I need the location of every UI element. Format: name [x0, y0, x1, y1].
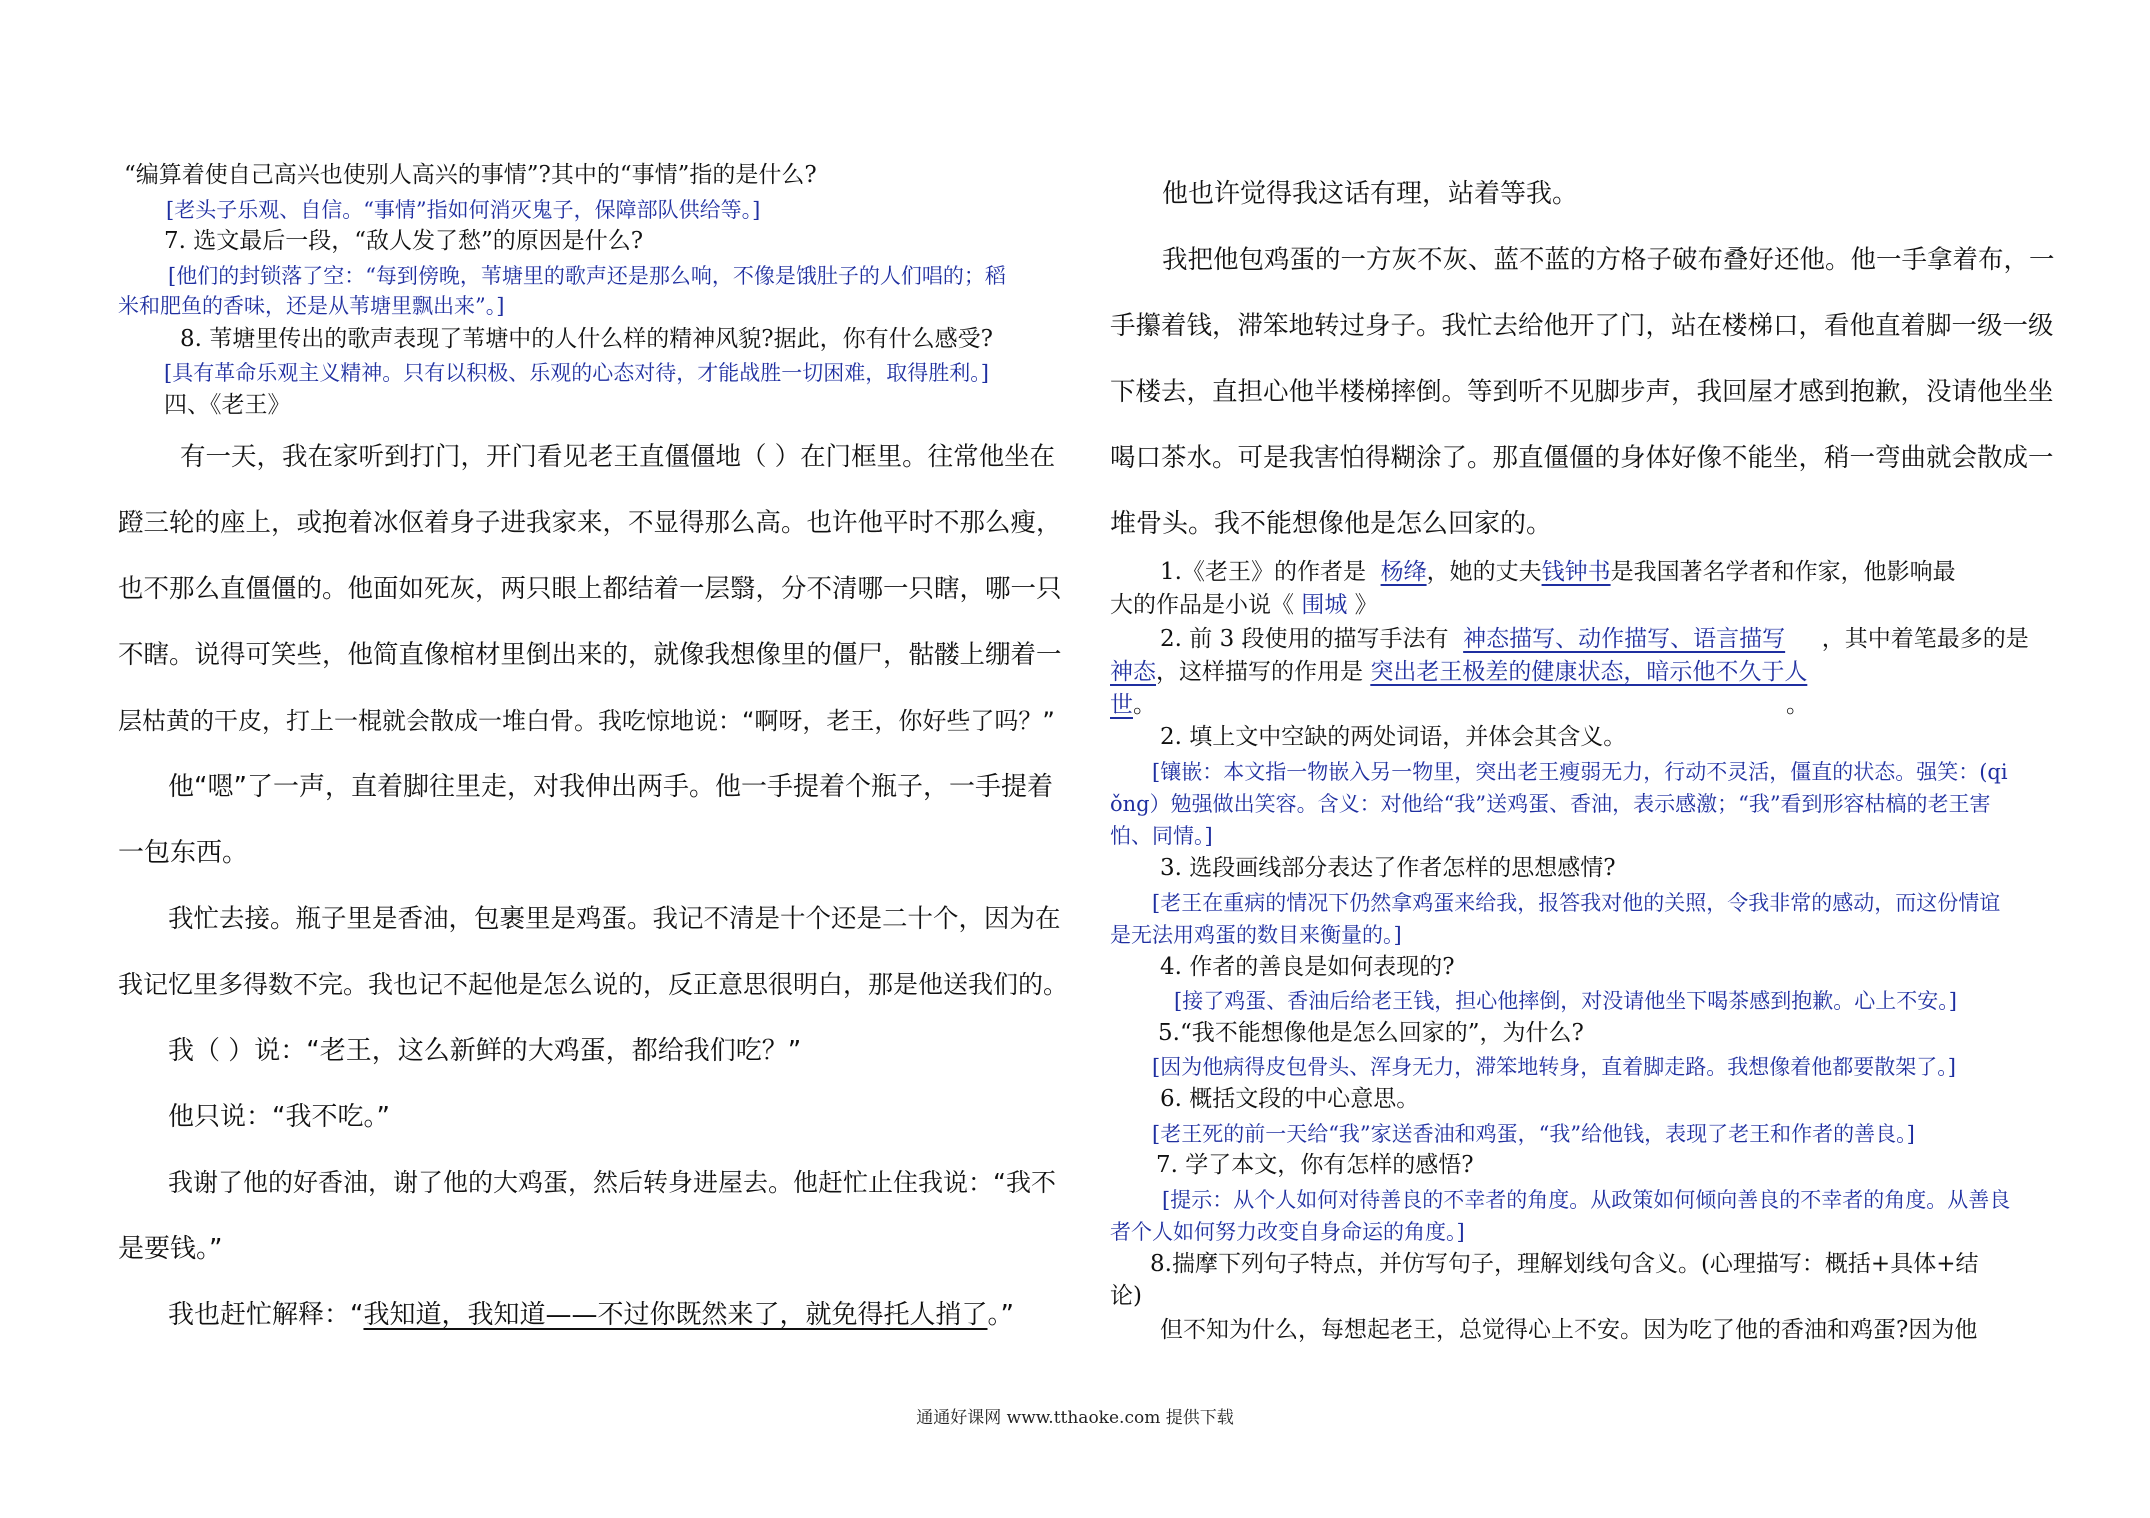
question-line: 4. 作者的善良是如何表现的? [1160, 954, 1455, 980]
answer-line: [他们的封锁落了空：“每到傍晚，苇塘里的歌声还是那么响，不像是饿肚子的人们唱的；稻 [168, 264, 1006, 288]
answer-blank: 神态描写、动作描写、语言描写 [1463, 626, 1786, 652]
passage-text: 我也赶忙解释：“ [168, 1300, 364, 1330]
question-line [1110, 590, 1378, 620]
question-text: 。 [1133, 692, 1156, 718]
passage-line: 我（ ）说：“老王，这么新鲜的大鸡蛋，都给我们吃？” [168, 1036, 802, 1066]
question-line: 7. 学了本文，你有怎样的感悟? [1156, 1152, 1474, 1178]
answer-line: [具有革命乐观主义精神。只有以积极、乐观的心态对待，才能战胜一切困难，取得胜利。] [164, 361, 989, 385]
question-line: 8. 苇塘里传出的歌声表现了苇塘中的人什么样的精神风貌?据此，你有什么感受? [180, 326, 993, 352]
answer-line: [提示：从个人如何对待善良的不幸者的角度。从政策如何倾向善良的不幸者的角度。从善良 [1162, 1188, 2011, 1212]
question-text: 大的作品是小说《 [1110, 592, 1294, 618]
question-line [1110, 690, 2060, 720]
question-text: 2. 前 3 段使用的描写手法有 [1160, 626, 1449, 652]
passage-line: 我记忆里多得数不完。我也记不起他是怎么说的，反正意思很明白，那是他送我们的。 [118, 970, 1069, 999]
question-line: 5.“我不能想像他是怎么回家的”，为什么? [1158, 1020, 1584, 1046]
question-text: ，这样描写的作用是 [1156, 659, 1363, 685]
passage-line: 堆骨头。我不能想像他是怎么回家的。 [1110, 509, 1553, 539]
question-line: 7. 选文最后一段，“敌人发了愁”的原因是什么? [164, 228, 644, 254]
passage-line: 一包东西。 [118, 838, 249, 868]
question-line: 6. 概括文段的中心意思。 [1160, 1086, 1420, 1112]
answer-blank: 钱钟书 [1541, 559, 1611, 585]
question-text: ，其中着笔最多的是 [1821, 626, 2029, 652]
answer-line: 者个人如何努力改变自身命运的角度。] [1110, 1220, 1465, 1244]
answer-line: [镶嵌：本文指一物嵌入另一物里，突出老王瘦弱无力，行动不灵活，僵直的状态。强笑：(qi [1152, 760, 2008, 784]
passage-line: 我把他包鸡蛋的一方灰不灰、蓝不蓝的方格子破布叠好还他。他一手拿着布，一 [1162, 245, 2055, 275]
page-footer: 通通好课网 www.tthaoke.com 提供下载 [916, 1408, 1234, 1428]
passage-line: 喝口茶水。可是我害怕得糊涂了。那直僵僵的身体好像不能坐，稍一弯曲就会散成一 [1110, 443, 2054, 473]
question-line: 8.揣摩下列句子特点，并仿写句子，理解划线句含义。(心理描写：概括+具体+结 [1150, 1251, 1979, 1277]
underlined-sentence: 我知道，我知道——不过你既然来了，就免得托人捎了 [363, 1300, 988, 1330]
question-text: 》 [1354, 592, 1378, 618]
question-line: 3. 选段画线部分表达了作者怎样的思想感情? [1160, 855, 1616, 881]
passage-line: 手攥着钱，滞笨地转过身子。我忙去给他开了门，站在楼梯口，看他直着脚一级一级 [1110, 311, 2054, 341]
question-line [1160, 624, 2029, 654]
answer-line: [老王死的前一天给“我”家送香油和鸡蛋，“我”给他钱，表现了老王和作者的善良。] [1152, 1122, 1915, 1146]
question-text: 是我国著名学者和作家，他影响最 [1610, 559, 1956, 585]
passage-line: 蹬三轮的座上，或抱着冰伛着身子进我家来，不显得那么高。也许他平时不那么瘦， [118, 508, 1062, 538]
passage-line: 他也许觉得我这话有理，站着等我。 [1162, 179, 1579, 209]
section-heading: 四、《老王》 [164, 392, 291, 418]
answer-blank: 围城 [1301, 592, 1348, 618]
question-line: “编算着使自己高兴也使别人高兴的事情”?其中的“事情”指的是什么? [124, 162, 817, 188]
answer-blank: 突出老王极差的健康状态，暗示他不久于人 [1370, 659, 1808, 685]
passage-line: 有一天，我在家听到打门，开门看见老王直僵僵地（ ）在门框里。往常他坐在 [180, 442, 1056, 472]
passage-text: 。” [987, 1300, 1014, 1330]
answer-line: 是无法用鸡蛋的数目来衡量的。] [1110, 923, 1402, 947]
passage-line: 但不知为什么，每想起老王，总觉得心上不安。因为吃了他的香油和鸡蛋?因为他 [1160, 1317, 1978, 1343]
passage-line: 也不那么直僵僵的。他面如死灰，两只眼上都结着一层翳，分不清哪一只瞎，哪一只 [118, 574, 1062, 604]
question-line: 2. 填上文中空缺的两处词语，并体会其含义。 [1160, 724, 1627, 750]
passage-line: 我忙去接。瓶子里是香油，包裹里是鸡蛋。我记不清是十个还是二十个，因为在 [168, 904, 1061, 934]
answer-line: [老王在重病的情况下仍然拿鸡蛋来给我，报答我对他的关照，令我非常的感动，而这份情谊 [1152, 891, 2001, 915]
question-text: 1.《老王》的作者是 [1160, 559, 1366, 585]
passage-line: 他“嗯”了一声，直着脚往里走，对我伸出两手。他一手提着个瓶子，一手提着 [168, 772, 1053, 802]
answer-line: [因为他病得皮包骨头、浑身无力，滞笨地转身，直着脚走路。我想像着他都要散架了。] [1152, 1055, 1956, 1079]
question-line: 论) [1110, 1283, 1142, 1309]
question-line [1160, 557, 1956, 587]
question-text: 。 [1786, 692, 1809, 718]
answer-line: ǒng）勉强做出笑容。含义：对他给“我”送鸡蛋、香油，表示感激；“我”看到形容枯槁的老王害 [1110, 792, 1991, 816]
answer-blank: 神态 [1110, 659, 1156, 685]
answer-line: [接了鸡蛋、香油后给老王钱，担心他摔倒，对没请他坐下喝茶感到抱歉。心上不安。] [1174, 989, 1957, 1013]
question-line [1110, 657, 1807, 687]
answer-line: [老头子乐观、自信。“事情”指如何消灭鬼子，保障部队供给等。] [166, 198, 761, 222]
passage-line: 他只说：“我不吃。” [168, 1102, 390, 1132]
answer-blank: 世 [1110, 692, 1133, 718]
passage-line: 我谢了他的好香油，谢了他的大鸡蛋，然后转身进屋去。他赶忙止住我说：“我不 [168, 1168, 1056, 1197]
passage-line: 是要钱。” [118, 1234, 223, 1264]
passage-line: 下楼去，直担心他半楼梯摔倒。等到听不见脚步声，我回屋才感到抱歉，没请他坐坐 [1110, 377, 2054, 407]
question-text: ，她的丈夫 [1426, 559, 1542, 585]
passage-line: 层枯黄的干皮，打上一棍就会散成一堆白骨。我吃惊地说：“啊呀，老王，你好些了吗？” [118, 707, 1055, 735]
answer-blank: 杨绛 [1380, 559, 1427, 585]
answer-line: 米和肥鱼的香味，还是从苇塘里飘出来”。] [118, 294, 505, 318]
passage-line [168, 1298, 1014, 1332]
answer-line: 怕、同情。] [1110, 824, 1213, 848]
passage-line: 不瞎。说得可笑些，他简直像棺材里倒出来的，就像我想像里的僵尸，骷髅上绷着一 [118, 640, 1062, 670]
